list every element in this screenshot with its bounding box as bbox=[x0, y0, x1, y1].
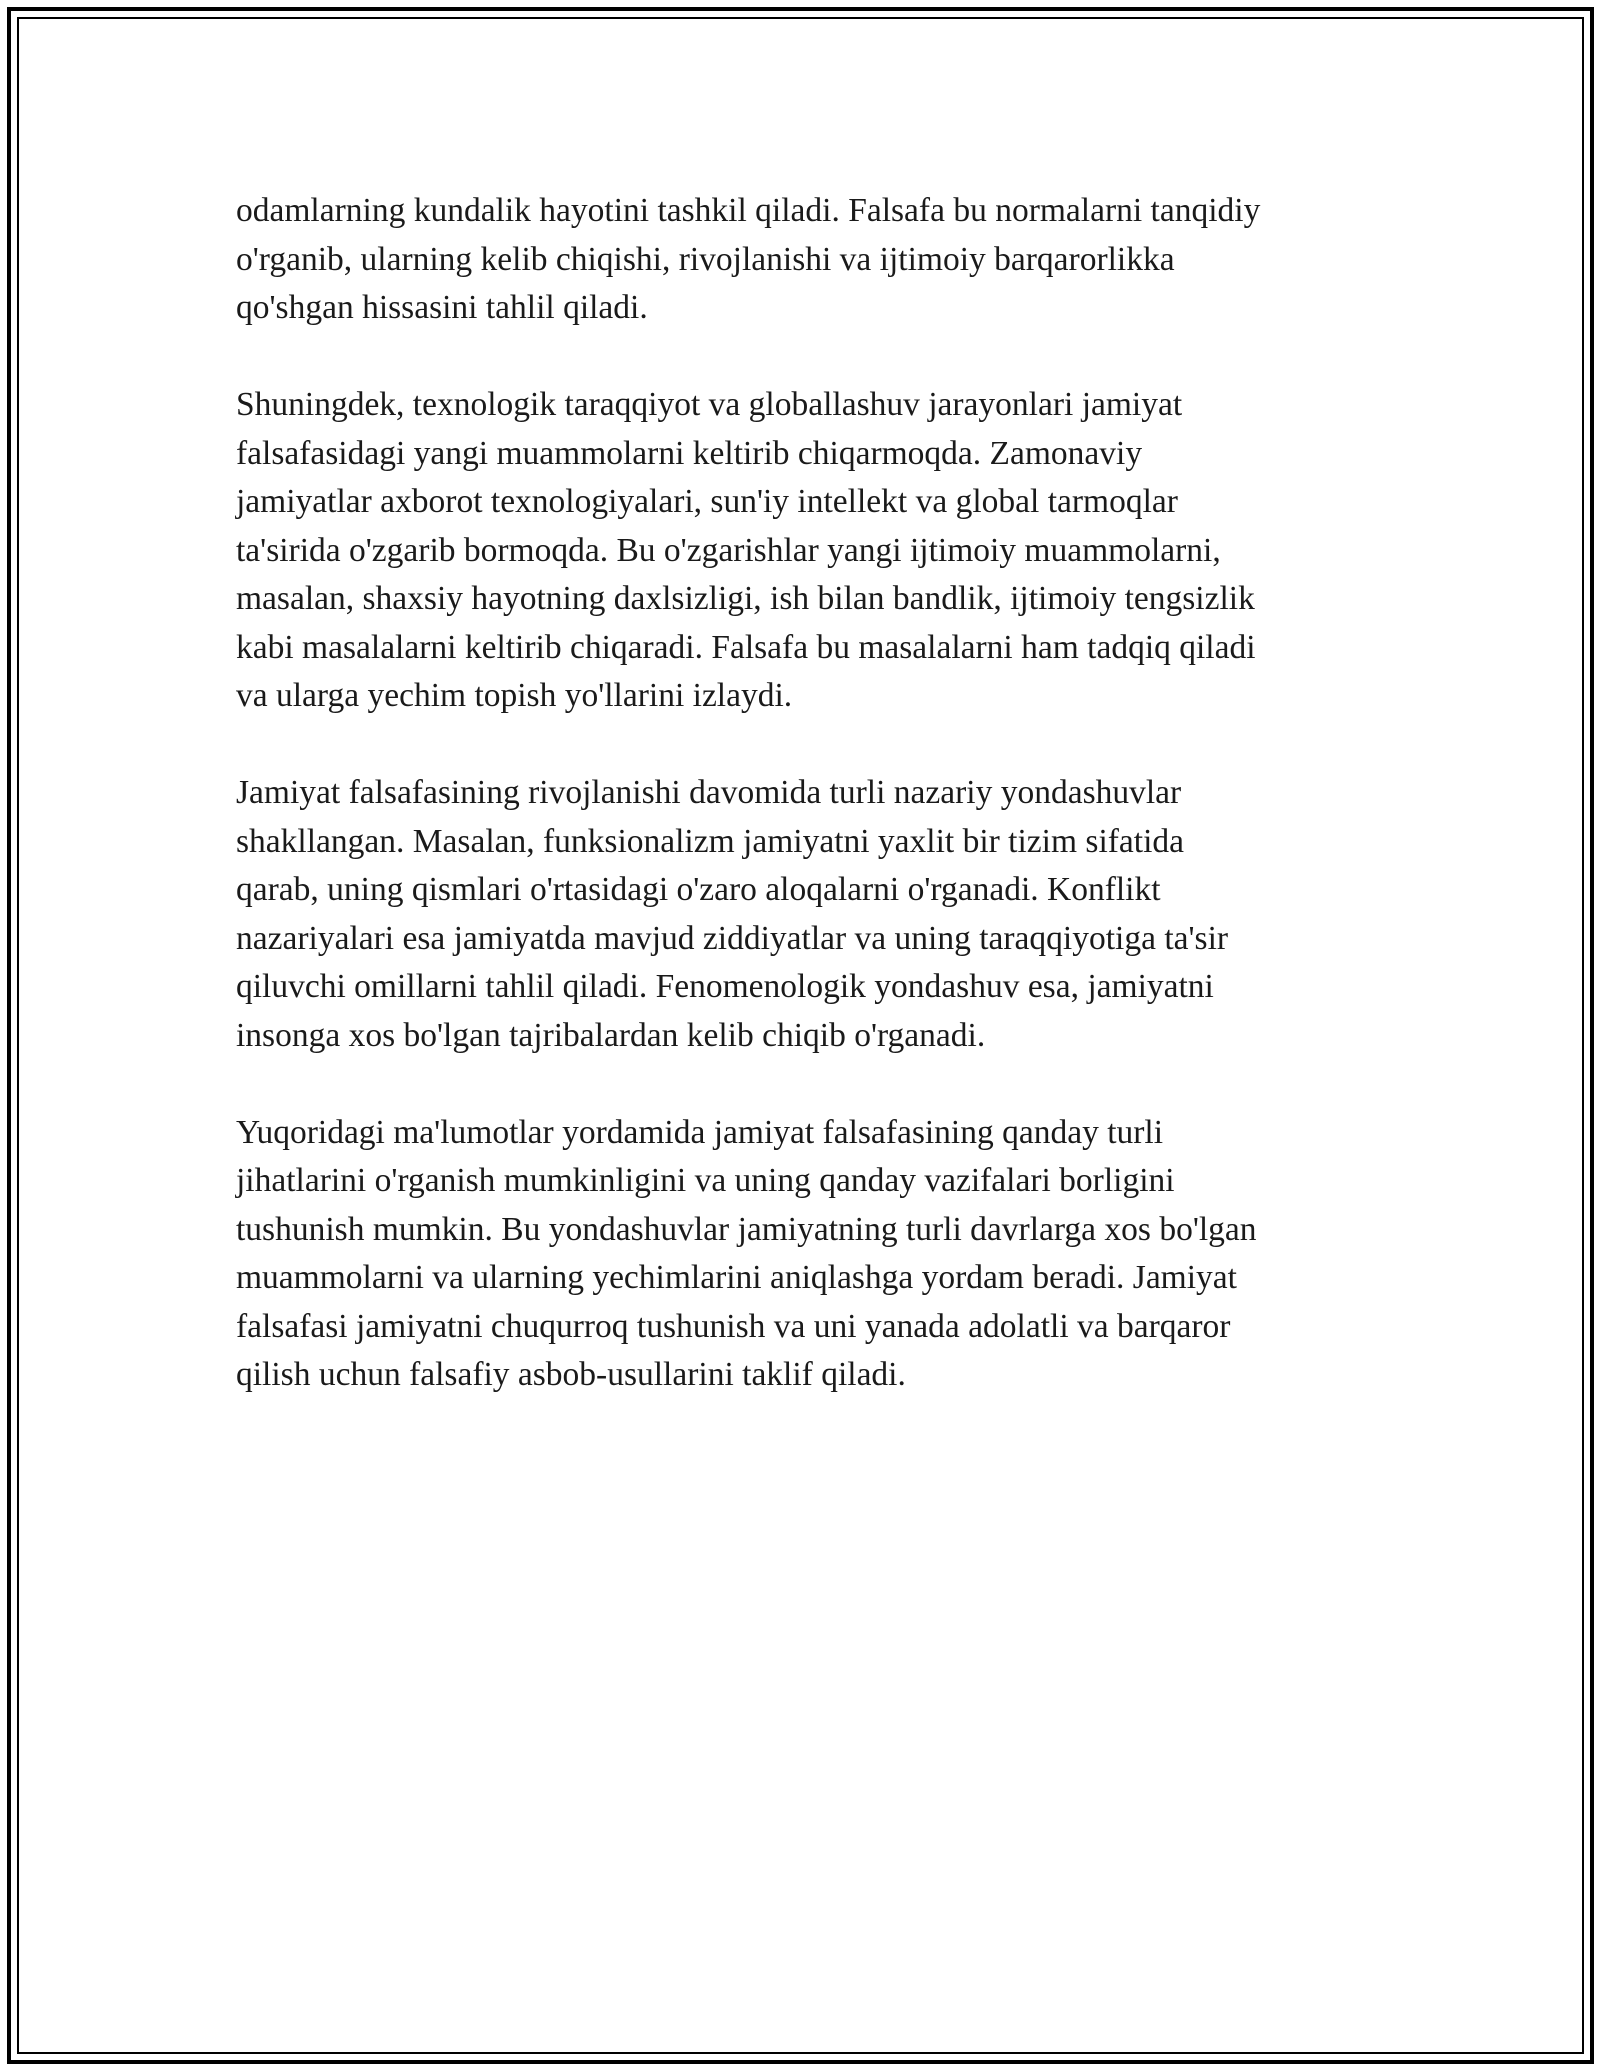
paragraph-3: Jamiyat falsafasining rivojlanishi davomida turli nazariy yondashuvlar shakllangan. Masalan, funksionalizm jamiyatni yaxlit bir tizim sifatida qarab, uning qismlari o'rtasidagi o'zaro aloqalarni o'rganadi. Konflikt nazariyalari esa jamiyatda mavjud ziddiyatlar va uning taraqqiyotiga ta'sir qiluvchi omillarni tahlil qiladi. Fenomenologik yondashuv esa, jamiyatni insonga xos bo'lgan tajribalardan kelib chiqib o'rganadi. bbox=[236, 774, 1229, 1054]
paragraph-2: Shuningdek, texnologik taraqqiyot va globallashuv jarayonlari jamiyat falsafasidagi yangi muammolarni keltirib chiqarmoqda. Zamonaviy jamiyatlar axborot texnologiyalari, sun'iy intellekt va global tarmoqlar ta'sirida o'zgarib bormoqda. Bu o'zgarishlar yangi ijtimoiy muammolarni, masalan, shaxsiy hayotning daxlsizligi, ish bilan bandlik, ijtimoiy tengsizlik kabi masalalarni keltirib chiqaradi. Falsafa bu masalalarni ham tadqiq qiladi va ularga yechim topish yo'llarini izlaydi. bbox=[236, 386, 1256, 714]
paragraph-1: odamlarning kundalik hayotini tashkil qiladi. Falsafa bu normalarni tanqidiy o'rganib, ularning kelib chiqishi, rivojlanishi va ijtimoiy barqarorlikka qo'shgan hissasini tahlil qiladi. bbox=[236, 192, 1261, 326]
paragraph-4: Yuqoridagi ma'lumotlar yordamida jamiyat falsafasining qanday turli jihatlarini o'rganish mumkinligini va uning qanday vazifalari borligini tushunish mumkin. Bu yondashuvlar jamiyatning turli davrlarga xos bo'lgan muammolarni va ularning yechimlarini aniqlashga yordam beradi. Jamiyat falsafasi jamiyatni chuqurroq tushunish va uni yanada adolatli va barqaror qilish uchun falsafiy asbob-usullarini taklif qiladi. bbox=[236, 1113, 1257, 1393]
document-body bbox=[236, 187, 1366, 1448]
